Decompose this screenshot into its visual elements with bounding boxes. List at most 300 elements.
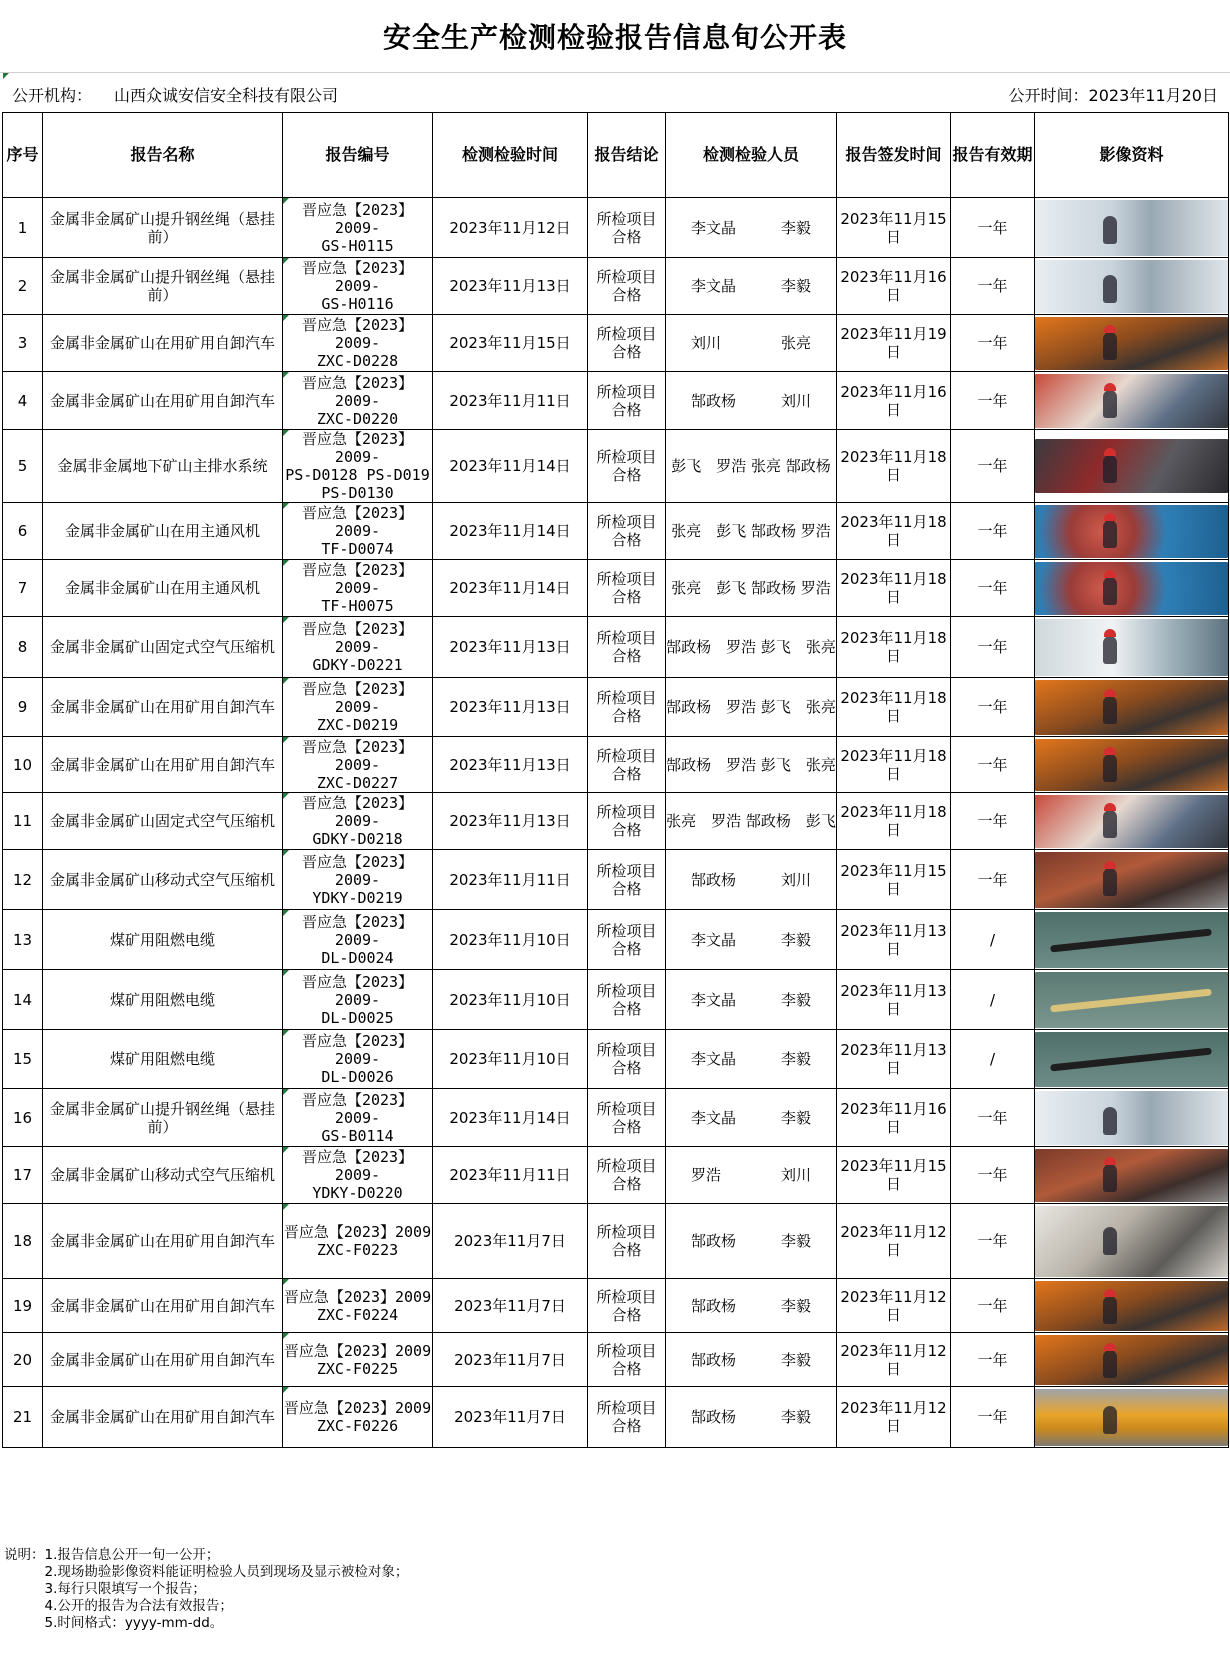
conclusion-line: 合格	[611, 286, 642, 304]
photo-cell	[1035, 198, 1229, 258]
conclusion-cell	[588, 910, 666, 970]
table-row	[3, 372, 1229, 430]
conclusion-cell	[588, 1030, 666, 1089]
table-row	[3, 1279, 1229, 1333]
report-name-cell: 金属非金属矿山在用矿用自卸汽车	[43, 1279, 283, 1333]
report-code-line: YDKY-D0219	[312, 888, 403, 907]
cell-marker-icon	[283, 258, 289, 264]
inspector-figure	[1103, 754, 1117, 782]
header-conclusion: 报告结论	[588, 113, 666, 198]
inspection-photo	[1035, 1389, 1228, 1446]
validity-cell: /	[951, 1030, 1035, 1089]
issue-date-cell: 2023年11月12日	[837, 1204, 951, 1279]
publish-time: 公开时间：2023年11月20日	[1008, 86, 1218, 105]
conclusion-cell	[588, 1387, 666, 1448]
serial-number-cell: 5	[3, 430, 43, 503]
conclusion-line: 合格	[611, 707, 642, 725]
report-name-cell: 金属非金属矿山在用主通风机	[43, 503, 283, 560]
photo-cell	[1035, 503, 1229, 560]
inspector-figure	[1103, 1406, 1117, 1434]
org-name: 山西众诚安信安全科技有限公司	[114, 86, 339, 105]
inspector-figure	[1103, 1107, 1117, 1135]
inspectors-cell: 李文晶 李毅	[666, 258, 837, 315]
table-row	[3, 1204, 1229, 1279]
report-code-cell	[283, 1279, 433, 1333]
cell-marker-icon	[283, 850, 289, 856]
conclusion-line: 所检项目	[596, 209, 657, 228]
conclusion-line: 合格	[611, 821, 642, 839]
conclusion-cell	[588, 678, 666, 737]
inspector-figure	[1103, 577, 1117, 605]
inspectors-cell: 刘川 张亮	[666, 315, 837, 372]
conclusion-cell	[588, 372, 666, 430]
conclusion-line: 所检项目	[596, 629, 657, 647]
test-date-cell: 2023年11月14日	[433, 560, 588, 617]
photo-cell	[1035, 970, 1229, 1030]
inspector-figure	[1103, 868, 1117, 896]
report-code-line: 晋应急【2023】2009-	[301, 912, 414, 949]
issue-date-cell: 2023年11月12日	[837, 1333, 951, 1387]
serial-number-cell: 3	[3, 315, 43, 372]
report-code-cell	[283, 315, 433, 372]
serial-number-cell: 12	[3, 850, 43, 910]
conclusion-cell	[588, 1147, 666, 1204]
cable-sample	[1051, 988, 1213, 1012]
report-code-line: 晋应急【2023】2009-	[301, 794, 414, 830]
serial-number-cell: 7	[3, 560, 43, 617]
conclusion-cell	[588, 315, 666, 372]
report-name-cell: 金属非金属矿山移动式空气压缩机	[43, 850, 283, 910]
cell-marker-icon	[283, 678, 289, 684]
inspectors-cell: 李文晶 李毅	[666, 910, 837, 970]
serial-number-cell: 8	[3, 617, 43, 678]
report-code-line: PS-D0128 PS-D019	[285, 466, 430, 484]
photo-cell	[1035, 560, 1229, 617]
issue-date-cell: 2023年11月16日	[837, 372, 951, 430]
report-code-line: GS-H0115	[321, 236, 394, 255]
inspection-photo	[1035, 1335, 1228, 1385]
report-code-line: 晋应急【2023】2009	[283, 1399, 432, 1417]
serial-number-cell: 2	[3, 258, 43, 315]
inspector-figure	[1103, 810, 1117, 838]
serial-number-cell: 4	[3, 372, 43, 430]
safety-helmet	[1104, 803, 1116, 811]
inspectors-cell: 罗浩 刘川	[666, 1147, 837, 1204]
photo-cell	[1035, 910, 1229, 970]
table-row	[3, 1387, 1229, 1448]
inspection-photo	[1035, 505, 1228, 558]
issue-date-cell: 2023年11月12日	[837, 1387, 951, 1448]
serial-number-cell: 19	[3, 1279, 43, 1333]
conclusion-line: 合格	[611, 531, 642, 549]
issue-date-cell: 2023年11月18日	[837, 503, 951, 560]
safety-helmet	[1104, 689, 1116, 697]
issue-date-cell: 2023年11月18日	[837, 560, 951, 617]
serial-number-cell: 15	[3, 1030, 43, 1089]
header-issue-date: 报告签发时间	[837, 113, 951, 198]
serial-number-cell: 16	[3, 1089, 43, 1147]
header-serial: 序号	[3, 113, 43, 198]
issue-date-cell: 2023年11月15日	[837, 1147, 951, 1204]
conclusion-line: 所检项目	[596, 1287, 657, 1306]
conclusion-line: 所检项目	[596, 1223, 657, 1241]
conclusion-line: 合格	[611, 400, 642, 419]
inspection-photo	[1035, 852, 1228, 908]
conclusion-line: 合格	[611, 939, 642, 958]
header-inspectors: 检测检验人员	[666, 113, 837, 198]
photo-cell	[1035, 1204, 1229, 1279]
report-code-line: ZXC-F0223	[316, 1241, 399, 1259]
serial-number-cell: 11	[3, 793, 43, 850]
safety-helmet	[1104, 747, 1116, 755]
conclusion-cell	[588, 1333, 666, 1387]
conclusion-line: 所检项目	[596, 1341, 657, 1360]
conclusion-line: 所检项目	[596, 803, 657, 821]
conclusion-line: 所检项目	[596, 689, 657, 707]
inspector-figure	[1103, 1350, 1117, 1378]
photo-cell	[1035, 315, 1229, 372]
report-name-cell: 金属非金属矿山提升钢丝绳（悬挂前）	[43, 1089, 283, 1147]
report-code-line: 晋应急【2023】2009-	[301, 1032, 414, 1068]
report-name-cell: 金属非金属矿山在用矿用自卸汽车	[43, 678, 283, 737]
report-code-cell	[283, 560, 433, 617]
inspectors-cell: 郜政杨 罗浩 彭飞 张亮	[666, 737, 837, 793]
report-name-cell: 金属非金属矿山移动式空气压缩机	[43, 1147, 283, 1204]
header-photos: 影像资料	[1035, 113, 1229, 198]
report-code-line: ZXC-F0226	[316, 1417, 399, 1435]
conclusion-line: 所检项目	[596, 268, 657, 286]
report-code-line: ZXC-F0225	[316, 1359, 399, 1378]
conclusion-line: 所检项目	[596, 325, 657, 343]
conclusion-cell	[588, 1089, 666, 1147]
header-validity: 报告有效期	[951, 113, 1035, 198]
inspectors-cell: 郜政杨 李毅	[666, 1387, 837, 1448]
inspectors-cell: 彭飞 罗浩 张亮 郜政杨	[666, 430, 837, 503]
cell-marker-icon	[283, 793, 289, 799]
conclusion-line: 所检项目	[596, 448, 657, 466]
test-date-cell: 2023年11月10日	[433, 910, 588, 970]
test-date-cell: 2023年11月10日	[433, 1030, 588, 1089]
report-table	[2, 112, 1229, 1448]
conclusion-line: 合格	[611, 1359, 642, 1378]
report-code-line: 晋应急【2023】2009-	[301, 259, 414, 295]
conclusion-cell	[588, 737, 666, 793]
table-row	[3, 793, 1229, 850]
inspector-figure	[1103, 636, 1117, 664]
safety-helmet	[1104, 570, 1116, 578]
conclusion-line: 所检项目	[596, 1399, 657, 1417]
table-row	[3, 258, 1229, 315]
cell-marker-icon	[283, 430, 289, 436]
test-date-cell: 2023年11月13日	[433, 793, 588, 850]
conclusion-line: 所检项目	[596, 861, 657, 880]
test-date-cell: 2023年11月7日	[433, 1204, 588, 1279]
inspection-photo	[1035, 200, 1228, 256]
cell-marker-icon	[283, 737, 289, 743]
photo-cell	[1035, 1333, 1229, 1387]
test-date-cell: 2023年11月12日	[433, 198, 588, 258]
report-code-line: DL-D0026	[321, 1068, 394, 1086]
table-row	[3, 1089, 1229, 1147]
issue-date-cell: 2023年11月16日	[837, 1089, 951, 1147]
inspection-photo	[1035, 619, 1228, 676]
report-name-cell: 金属非金属矿山在用矿用自卸汽车	[43, 737, 283, 793]
table-row	[3, 1030, 1229, 1089]
conclusion-line: 合格	[611, 1241, 642, 1259]
inspectors-cell: 郜政杨 李毅	[666, 1333, 837, 1387]
conclusion-cell	[588, 970, 666, 1030]
inspectors-cell: 郜政杨 李毅	[666, 1279, 837, 1333]
report-code-cell	[283, 1147, 433, 1204]
inspector-figure	[1103, 1164, 1117, 1192]
conclusion-line: 所检项目	[596, 570, 657, 588]
test-date-cell: 2023年11月13日	[433, 617, 588, 678]
validity-cell: 一年	[951, 503, 1035, 560]
report-code-cell	[283, 678, 433, 737]
inspection-photo	[1035, 439, 1228, 493]
report-code-cell	[283, 258, 433, 315]
cell-marker-icon	[283, 503, 289, 509]
validity-cell: 一年	[951, 678, 1035, 737]
inspector-figure	[1103, 390, 1117, 418]
conclusion-line: 所检项目	[596, 981, 657, 1000]
report-code-line: 晋应急【2023】2009-	[301, 620, 414, 656]
validity-cell: /	[951, 910, 1035, 970]
cell-marker-icon	[283, 1147, 289, 1153]
issue-date-cell: 2023年11月18日	[837, 793, 951, 850]
publishing-organization	[12, 83, 338, 106]
report-name-cell: 金属非金属矿山固定式空气压缩机	[43, 793, 283, 850]
report-code-line: GS-B0114	[321, 1126, 394, 1145]
note-line: 4.公开的报告为合法有效报告；	[4, 1598, 233, 1614]
report-code-line: ZXC-D0228	[316, 352, 399, 370]
inspection-photo	[1035, 912, 1228, 968]
conclusion-line: 合格	[611, 588, 642, 606]
report-code-cell	[283, 793, 433, 850]
issue-date-cell: 2023年11月19日	[837, 315, 951, 372]
report-code-cell	[283, 1333, 433, 1387]
report-code-line: 晋应急【2023】2009-	[301, 316, 414, 352]
inspectors-cell: 张亮 彭飞 郜政杨 罗浩	[666, 560, 837, 617]
safety-helmet	[1104, 448, 1116, 456]
report-code-cell	[283, 850, 433, 910]
validity-cell: 一年	[951, 1204, 1035, 1279]
report-code-line: 晋应急【2023】2009-	[301, 737, 414, 774]
validity-cell: 一年	[951, 198, 1035, 258]
safety-helmet	[1104, 1343, 1116, 1351]
report-code-line: 晋应急【2023】2009-	[301, 504, 414, 540]
conclusion-cell	[588, 1204, 666, 1279]
issue-date-cell: 2023年11月18日	[837, 737, 951, 793]
report-code-line: YDKY-D0220	[312, 1184, 403, 1202]
photo-cell	[1035, 372, 1229, 430]
report-code-cell	[283, 372, 433, 430]
table-row	[3, 503, 1229, 560]
report-name-cell: 金属非金属矿山提升钢丝绳（悬挂前）	[43, 258, 283, 315]
report-code-line: ZXC-D0227	[316, 773, 399, 792]
table-row	[3, 970, 1229, 1030]
inspection-photo	[1035, 1091, 1228, 1145]
cell-marker-icon	[283, 1333, 289, 1339]
conclusion-cell	[588, 198, 666, 258]
test-date-cell: 2023年11月13日	[433, 258, 588, 315]
serial-number-cell: 17	[3, 1147, 43, 1204]
report-code-line: 晋应急【2023】2009-	[301, 680, 414, 716]
report-code-line: 晋应急【2023】2009	[283, 1341, 432, 1360]
table-row	[3, 430, 1229, 503]
report-code-cell	[283, 910, 433, 970]
test-date-cell: 2023年11月13日	[433, 737, 588, 793]
report-code-line: GS-H0116	[321, 295, 394, 313]
test-date-cell: 2023年11月14日	[433, 1089, 588, 1147]
validity-cell: /	[951, 970, 1035, 1030]
safety-helmet	[1104, 383, 1116, 391]
conclusion-cell	[588, 560, 666, 617]
validity-cell: 一年	[951, 1387, 1035, 1448]
notes	[4, 1547, 408, 1632]
table-row	[3, 198, 1229, 258]
photo-cell	[1035, 1387, 1229, 1448]
safety-helmet	[1104, 629, 1116, 637]
table-row	[3, 1147, 1229, 1204]
photo-cell	[1035, 1030, 1229, 1089]
inspectors-cell: 李文晶 李毅	[666, 970, 837, 1030]
page-title: 安全生产检测检验报告信息旬公开表	[0, 0, 1230, 73]
cell-marker-icon	[283, 1089, 289, 1095]
inspector-figure	[1103, 332, 1117, 360]
photo-cell	[1035, 1279, 1229, 1333]
inspectors-cell: 张亮 罗浩 郜政杨 彭飞	[666, 793, 837, 850]
conclusion-cell	[588, 850, 666, 910]
conclusion-line: 所检项目	[596, 1157, 657, 1175]
table-row	[3, 1333, 1229, 1387]
report-code-line: 晋应急【2023】2009	[283, 1223, 432, 1241]
photo-cell	[1035, 258, 1229, 315]
conclusion-line: 合格	[611, 647, 642, 665]
conclusion-cell	[588, 617, 666, 678]
issue-date-cell: 2023年11月13日	[837, 1030, 951, 1089]
test-date-cell: 2023年11月15日	[433, 315, 588, 372]
report-code-cell	[283, 503, 433, 560]
cell-marker-icon	[283, 1279, 289, 1285]
inspectors-cell: 李文晶 李毅	[666, 198, 837, 258]
table-row	[3, 850, 1229, 910]
conclusion-line: 合格	[611, 764, 642, 783]
test-date-cell: 2023年11月7日	[433, 1333, 588, 1387]
inspection-photo	[1035, 680, 1228, 735]
issue-date-cell: 2023年11月13日	[837, 970, 951, 1030]
table-header-row	[3, 113, 1229, 198]
cell-marker-icon	[283, 560, 289, 566]
inspectors-cell: 郜政杨 刘川	[666, 850, 837, 910]
issue-date-cell: 2023年11月13日	[837, 910, 951, 970]
cell-marker-icon	[283, 1030, 289, 1036]
conclusion-cell	[588, 258, 666, 315]
report-code-line: DL-D0024	[321, 948, 394, 967]
table-body	[3, 198, 1229, 1448]
validity-cell: 一年	[951, 850, 1035, 910]
photo-cell	[1035, 430, 1229, 503]
report-code-line: 晋应急【2023】2009-	[301, 852, 414, 889]
table-row	[3, 617, 1229, 678]
validity-cell: 一年	[951, 1089, 1035, 1147]
report-name-cell: 金属非金属矿山在用矿用自卸汽车	[43, 1204, 283, 1279]
conclusion-line: 合格	[611, 999, 642, 1018]
serial-number-cell: 20	[3, 1333, 43, 1387]
inspection-photo	[1035, 317, 1228, 370]
photo-cell	[1035, 1147, 1229, 1204]
report-code-cell	[283, 617, 433, 678]
validity-cell: 一年	[951, 737, 1035, 793]
validity-cell: 一年	[951, 1147, 1035, 1204]
report-code-cell	[283, 430, 433, 503]
report-code-cell	[283, 1089, 433, 1147]
serial-number-cell: 10	[3, 737, 43, 793]
report-name-cell: 金属非金属矿山在用主通风机	[43, 560, 283, 617]
inspector-figure	[1103, 1227, 1117, 1255]
conclusion-cell	[588, 503, 666, 560]
validity-cell: 一年	[951, 430, 1035, 503]
test-date-cell: 2023年11月14日	[433, 503, 588, 560]
conclusion-line: 所检项目	[596, 746, 657, 765]
report-code-line: 晋应急【2023】2009-	[301, 1090, 414, 1127]
issue-date-cell: 2023年11月18日	[837, 430, 951, 503]
test-date-cell: 2023年11月13日	[433, 678, 588, 737]
validity-cell: 一年	[951, 258, 1035, 315]
safety-helmet	[1104, 861, 1116, 869]
report-code-line: 晋应急【2023】2009-	[301, 373, 414, 410]
issue-date-cell: 2023年11月16日	[837, 258, 951, 315]
report-code-line: ZXC-F0224	[316, 1305, 399, 1324]
inspectors-cell: 郜政杨 刘川	[666, 372, 837, 430]
conclusion-line: 合格	[611, 1117, 642, 1136]
note-line: 3.每行只限填写一个报告；	[4, 1581, 206, 1597]
test-date-cell: 2023年11月7日	[433, 1387, 588, 1448]
test-date-cell: 2023年11月11日	[433, 1147, 588, 1204]
table-row	[3, 560, 1229, 617]
validity-cell: 一年	[951, 315, 1035, 372]
conclusion-line: 合格	[611, 227, 642, 246]
inspectors-cell: 李文晶 李毅	[666, 1030, 837, 1089]
report-name-cell: 金属非金属矿山在用矿用自卸汽车	[43, 372, 283, 430]
issue-date-cell: 2023年11月12日	[837, 1279, 951, 1333]
report-code-line: TF-D0074	[321, 540, 394, 558]
test-date-cell: 2023年11月7日	[433, 1279, 588, 1333]
report-code-cell	[283, 737, 433, 793]
note-line: 5.时间格式：yyyy-mm-dd。	[4, 1615, 224, 1631]
report-name-cell: 煤矿用阻燃电缆	[43, 1030, 283, 1089]
table-row	[3, 678, 1229, 737]
conclusion-line: 所检项目	[596, 513, 657, 531]
table-row	[3, 737, 1229, 793]
inspection-photo	[1035, 1149, 1228, 1202]
conclusion-cell	[588, 1279, 666, 1333]
report-code-cell	[283, 970, 433, 1030]
safety-helmet	[1104, 513, 1116, 521]
report-code-line: GDKY-D0218	[312, 830, 403, 848]
report-name-cell: 金属非金属矿山提升钢丝绳（悬挂前）	[43, 198, 283, 258]
report-name-cell: 金属非金属矿山固定式空气压缩机	[43, 617, 283, 678]
validity-cell: 一年	[951, 793, 1035, 850]
serial-number-cell: 14	[3, 970, 43, 1030]
serial-number-cell: 18	[3, 1204, 43, 1279]
inspector-figure	[1103, 696, 1117, 724]
safety-helmet	[1104, 1157, 1116, 1165]
photo-cell	[1035, 793, 1229, 850]
conclusion-line: 合格	[611, 1305, 642, 1324]
report-code-cell	[283, 1387, 433, 1448]
validity-cell: 一年	[951, 617, 1035, 678]
